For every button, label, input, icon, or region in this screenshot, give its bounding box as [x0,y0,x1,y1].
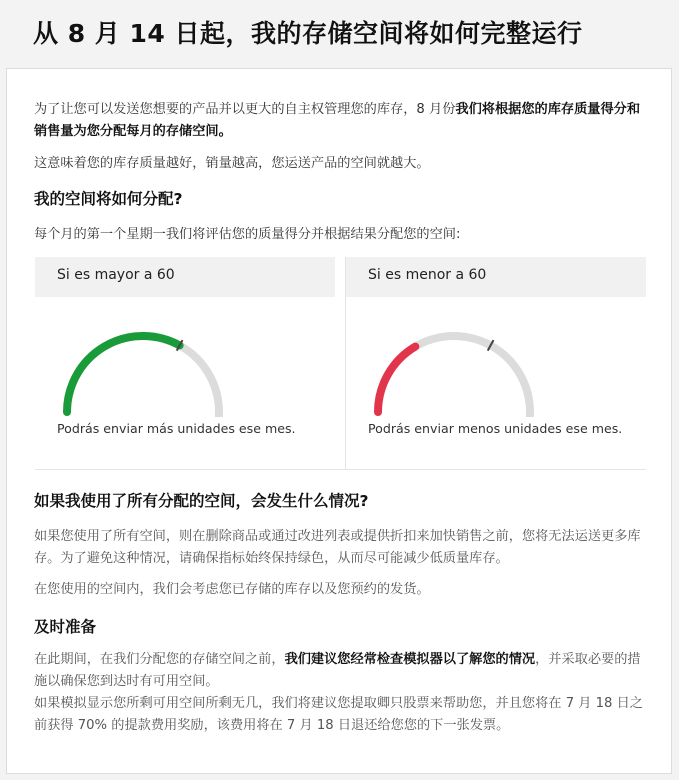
full-space-paragraph-2: 在您使用的空间内，我们会考虑您已存储的库存以及您预约的发货。 [34,582,430,597]
gauge-chart-above-60 [35,297,335,417]
gauge-header: Si es menor a 60 [346,257,646,297]
gauge-header: Si es mayor a 60 [35,257,335,297]
section-heading-prepare: 及时准备 [34,618,97,636]
section-heading-full-space: 如果我使用了所有分配的空间，会发生什么情况? [34,492,369,510]
gauge-panel-above-60 [35,257,335,469]
intro-bold-text: 我们将根据您的库存质量得分和销售量为您分配每月的存储空间。 [34,102,641,139]
prepare-text-suffix: ，并采取必要的措施以确保您到达时有可用空间。 [34,652,641,689]
full-space-paragraph: 如果您使用了所有空间，则在删除商品或通过改进列表或提供折扣来加快销售之前，您将无法运送更多库存。为了避免这种情况，请确保指标始终保持绿色，从而尽可能减少低质量库存。 [34,529,641,566]
intro-text: 为了让您可以发送您想要的产品并以更大的自主权管理您的库存，8 月份 [34,102,456,117]
gauge-caption: Podrás enviar más unidades ese mes. [57,421,296,436]
page-title: 从 8 月 14 日起，我的存储空间将如何完整运行 [33,19,583,48]
prepare-paragraph [34,649,646,693]
gauge-track [378,336,530,417]
divider [35,469,646,470]
gauge-chart-below-60 [346,297,646,417]
prepare-paragraph-2: 如果模拟显示您所剩可用空间所剩无几，我们将建议您提取卿只股票来帮助您，并且您将在 7 月 18 日之前获得 70% 的提款费用奖励，该费用将在 7 月 18 日退还给您您的下一张发票。 [34,696,643,733]
gauge-caption: Podrás enviar menos unidades ese mes. [368,421,623,436]
section-heading-allocation: 我的空间将如何分配? [34,190,183,208]
gauge-track [67,336,219,417]
intro-paragraph-2: 这意味着您的库存质量越好，销量越高，您运送产品的空间就越大。 [34,156,430,171]
content-card [6,68,672,774]
allocation-text: 每个月的第一个星期一我们将评估您的质量得分并根据结果分配您的空间: [34,227,461,242]
gauge-fill [378,347,415,412]
intro-paragraph [34,99,646,143]
gauge-panel-below-60 [345,257,646,469]
prepare-bold-text: 我们建议您经常检查模拟器以了解您的情况 [284,652,536,667]
gauge-fill [67,336,180,412]
prepare-text: 在此期间，在我们分配您的存储空间之前， [34,652,285,667]
